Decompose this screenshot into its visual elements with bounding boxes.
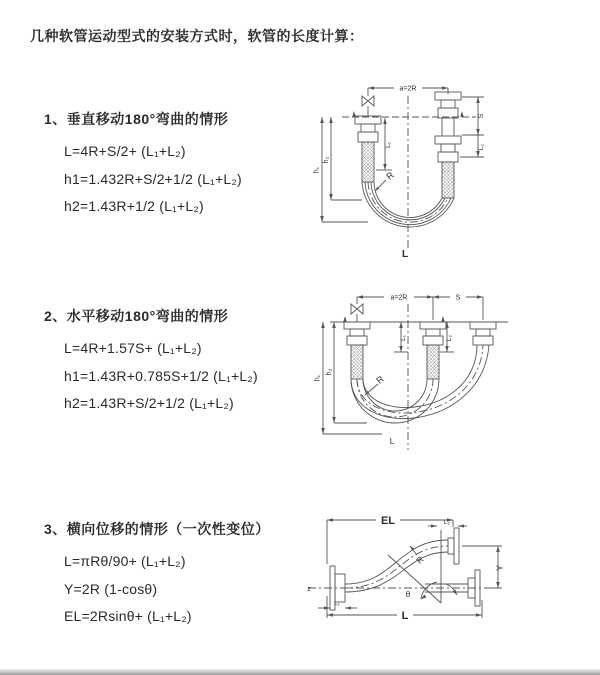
section-lateral-displacement [44,519,270,631]
dimension-h2 [329,117,362,200]
page-bottom-edge [0,669,600,675]
formula-list [64,335,258,418]
formula-line: L=4R+1.57S+ (L₁+L₂) [64,340,202,356]
formula-line: h1=1.432R+S/2+1/2 (L₁+L₂) [64,170,242,187]
length-label: L [389,437,395,446]
section-vertical-move [44,109,242,221]
formula-line: h2=1.43R+1/2 (L₁+L₂) [64,198,204,214]
up-arrow-icon [460,111,464,117]
section-heading: 1、垂直移动180°弯曲的情形 [44,111,229,127]
left-hose-fitting [344,322,370,379]
up-arrow-icon [441,316,445,322]
right-hose-fitting-moved [435,92,461,136]
diagram-lateral-displacement [300,500,600,645]
dim-label-a2r: a=2R [390,294,408,302]
formula-line: h1=1.43R+0.785S+1/2 (L₁+L₂) [64,367,258,384]
formula-list [64,138,242,221]
dim-label-s: S [478,113,485,119]
radius-label: R [384,169,396,182]
right-hose-fitting-moved [470,322,496,345]
dim-label-a2r: a=2R [399,85,417,93]
dim-label-l2: L₂ [446,334,453,342]
radius-label: R [374,373,386,386]
dim-label-y: Y [495,564,505,572]
dim-label-h1: h₁ [313,166,321,174]
dim-label-h1: h₁ [314,374,322,382]
diagram-horizontal-180-bend [312,282,600,457]
radius-leader [365,384,378,395]
centerline-end-mark: z [307,586,311,593]
radius-label: R [414,554,426,566]
theta-label: θ [405,590,411,599]
diagram-vertical-180-bend [312,70,600,260]
left-hose-fitting [355,116,381,182]
section-heading: 2、水平移动180°弯曲的情形 [44,308,229,324]
dim-label-l1: L₁ [334,600,340,607]
dim-label-l2: L₂ [443,519,451,526]
right-hose-fitting [435,136,461,198]
dim-label-h2: h₂ [326,368,333,376]
dim-label-el: EL [380,515,396,527]
valve-icon [351,304,363,322]
formula-line: EL=2Rsinθ+ (L₁+L₂) [64,608,192,624]
formula-line: Y=2R (1-cosθ) [64,580,158,597]
right-flange-moved [448,528,459,564]
length-label: L [401,249,409,260]
formula-list [64,548,270,631]
dim-label-l: L [401,610,409,622]
dim-label-l1: L₁ [400,335,407,341]
formula-line: h2=1.43R+S/2+1/2 (L₁+L₂) [64,395,234,411]
dim-label-s: S [455,294,461,302]
dim-label-l2: L₂ [478,143,485,151]
dimension-h1 [320,117,368,222]
section-heading: 3、横向位移的情形（一次性变位） [44,521,270,537]
section-horizontal-move [44,306,258,418]
middle-hose-fitting [420,322,446,379]
dim-label-h2: h₂ [323,156,330,164]
dim-label-l1: L₁ [385,142,392,148]
radius-leader [375,180,386,191]
up-arrow-icon [343,316,347,322]
page-title: 几种软管运动型式的安装方式时，软管的长度计算： [30,28,364,44]
valve-icon [362,96,374,116]
formula-line: L=4R+S/2+ (L₁+L₂) [64,143,186,159]
formula-line: L=πRθ/90+ (L₁+L₂) [64,553,186,569]
